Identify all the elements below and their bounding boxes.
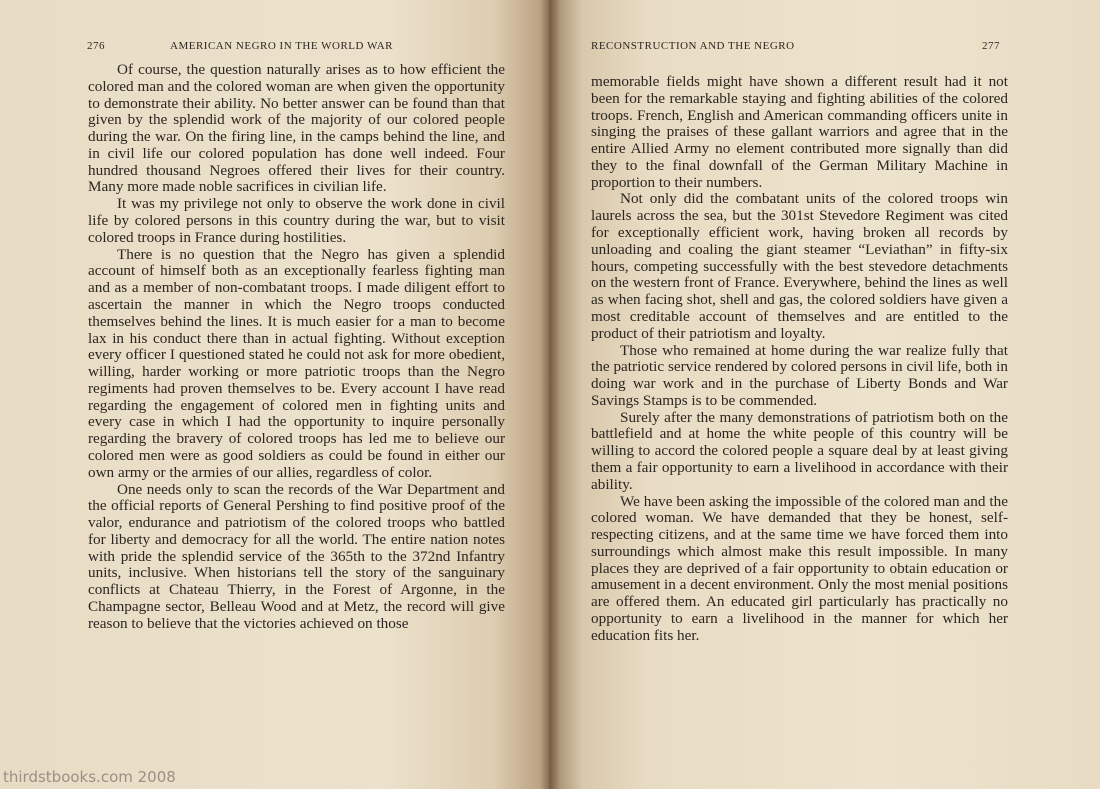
- left-page: [0, 0, 549, 789]
- paragraph: There is no question that the Negro has given a splendid account of himself both as an exceptionally fearless fighting man and as a member of non-combatant troops. I made diligent effort to ascertain the manner in which the Negro troops conducted themselves behind the lines. It is much easier for a man to become lax in his conduct there than in actual fighting. Without exception every officer I questioned stated he could not ask for more obedient, willing, harder working or more patriotic troops than the Negro regiments had proven themselves to be. Every account I have read regarding the engagement of colored men in fighting units and every case in which I had the opportunity to inquire personally regarding the bravery of colored troops has led me to believe our colored men were as good soldiers as could be found in either our own army or the armies of our allies, regardless of color.: [88, 245, 505, 481]
- page-number-left: 276: [87, 40, 105, 52]
- running-title-right: RECONSTRUCTION AND THE NEGRO: [591, 40, 795, 52]
- paragraph: Of course, the question naturally arises as to how efficient the colored man and the colored woman are when given the opportunity to demonstrate their ability. No better answer can be found than that given by the splendid work of the majority of our colored people during the war. On the firing line, in the camps behind the line, and in civil life our colored population has done well indeed. Four hundred thousand Negroes offered their lives for their country. Many more made noble sacrifices in civilian life.: [88, 61, 505, 196]
- watermark: thirdstbooks.com 2008: [3, 768, 176, 786]
- book-gutter: [540, 0, 560, 789]
- page-number-right: 277: [982, 40, 1000, 52]
- paragraph: Surely after the many demonstrations of patriotism both on the battlefield and at home the white people of this country will be willing to accord the colored people a square deal by at least giving them a fair opportunity to earn a livelihood in accordance with their ability.: [591, 408, 1008, 493]
- paragraph: We have been asking the impossible of the colored man and the colored woman. We have demanded that they be honest, self-respecting citizens, and at the same time we have forced them into surroundings which almost make this result impossible. In many places they are deprived of a fair opportunity to obtain education or amusement in a decent environment. Only the most menial positions are offered them. An educated girl particularly has practically no opportunity to earn a livelihood in the manner for which her education fits her.: [591, 492, 1008, 644]
- paragraph: Those who remained at home during the war realize fully that the patriotic service rendered by colored persons in civil life, both in doing war work and in the purchase of Liberty Bonds and War Savings Stamps is to be commended.: [591, 341, 1008, 409]
- paragraph: Not only did the combatant units of the colored troops win laurels across the sea, but the 301st Stevedore Regiment was cited for exceptionally efficient work, having broken all records by unloading and coaling the giant steamer “Leviathan” in fifty-six hours, competing successfully with the best stevedore detachments on the western front of France. Everywhere, behind the lines as well as when facing shot, shell and gas, the colored soldiers have given a most creditable account of themselves and are entitled to the product of their patriotism and loyalty.: [591, 190, 1008, 342]
- right-page: [549, 0, 1100, 789]
- running-title-left: AMERICAN NEGRO IN THE WORLD WAR: [170, 40, 393, 52]
- paragraph: It was my privilege not only to observe the work done in civil life by colored persons in this country during the war, but to visit colored troops in France during hostilities.: [88, 195, 505, 246]
- left-page-body: [88, 62, 505, 633]
- paragraph: One needs only to scan the records of the War Department and the official reports of General Pershing to find positive proof of the valor, endurance and patriotism of the colored troops who battled for liberty and democracy for all the world. The entire nation notes with pride the splendid service of the 365th to the 372nd Infantry units, inclusive. When historians tell the story of the sanguinary conflicts at Chateau Thierry, in the Forest of Argonne, in the Champagne sector, Belleau Wood and at Metz, the record will give reason to believe that the victories achieved on those: [88, 480, 505, 632]
- right-page-body: [591, 74, 1008, 645]
- continuation-paragraph: memorable fields might have shown a different result had it not been for the remarkable staying and fighting abilities of the colored troops. French, English and American commanding officers unite in singing the praises of these gallant warriors and agree that in the entire Allied Army no element contributed more signally than did they to the final downfall of the German Military Machine in proportion to their numbers.: [591, 73, 1008, 191]
